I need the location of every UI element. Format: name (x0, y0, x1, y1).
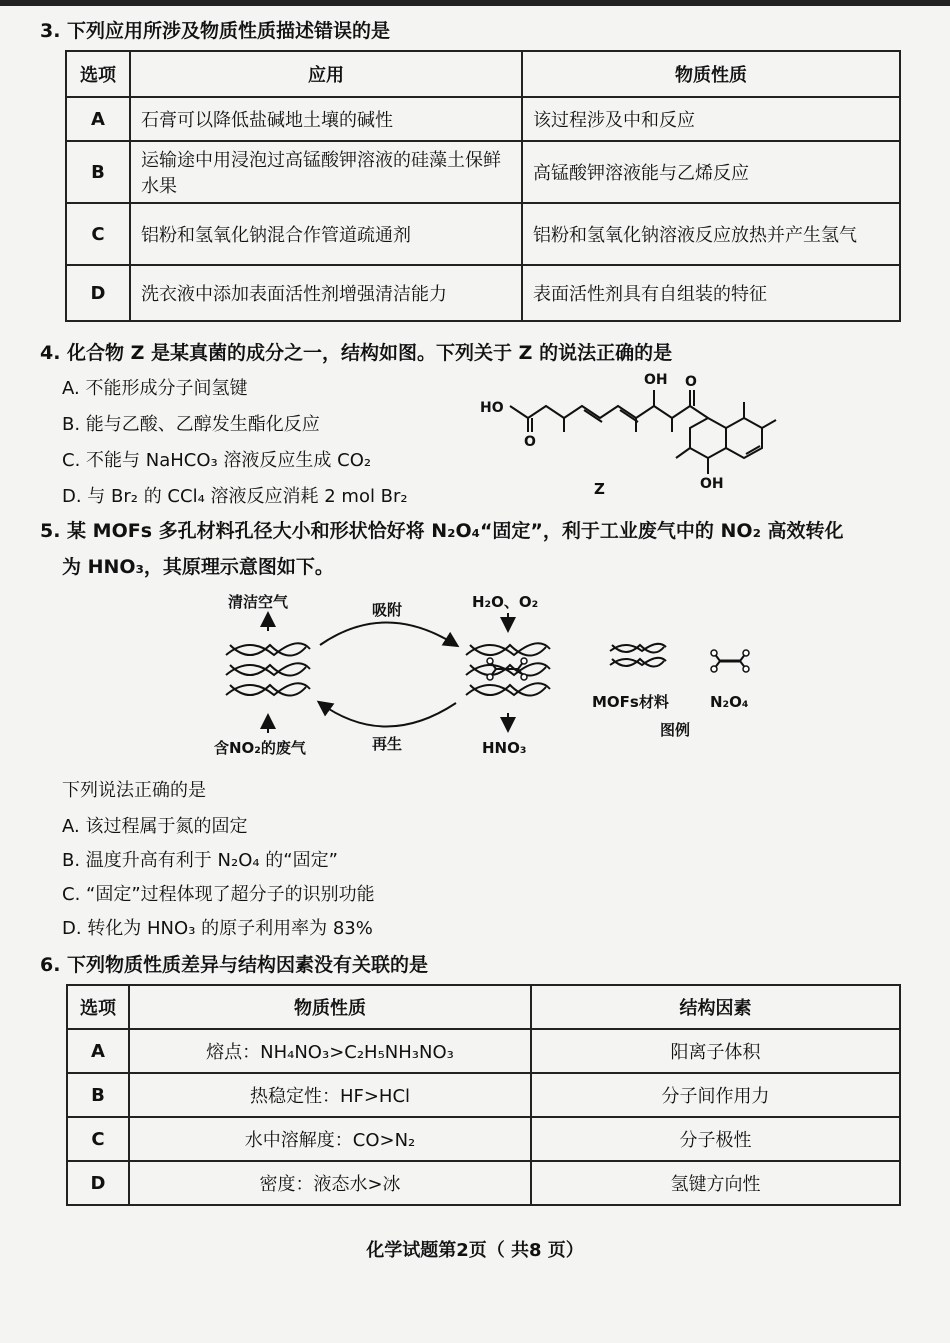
q3-header-option: 选项 (66, 51, 130, 97)
q6-row-c-factor: 分子极性 (531, 1117, 900, 1161)
q6-table (66, 984, 901, 1206)
q3-row-b-app: 运输途中用浸泡过高锰酸钾溶液的硅藻土保鲜水果 (130, 141, 522, 203)
table-row (67, 1117, 900, 1161)
q6-row-a-option: A (67, 1029, 129, 1073)
table-row (66, 265, 900, 321)
q4-option-a: A. 不能形成分子间氢键 (62, 378, 248, 399)
q5-option-b: B. 温度升高有利于 N₂O₄ 的“固定” (62, 850, 338, 871)
q6-header-option: 选项 (67, 985, 129, 1029)
q3-row-d-app: 洗衣液中添加表面活性剂增强清洁能力 (130, 265, 522, 321)
q5-option-d: D. 转化为 HNO₃ 的原子利用率为 83% (62, 918, 373, 939)
inputs-label: H₂O、O₂ (472, 593, 539, 611)
top-border (0, 0, 950, 6)
q6-header-property: 物质性质 (129, 985, 531, 1029)
compound-label: Z (594, 480, 605, 498)
svg-text:O: O (524, 434, 536, 450)
q6-row-d-option: D (67, 1161, 129, 1205)
table-row (66, 141, 900, 203)
waste-gas-label: 含NO₂的废气 (214, 739, 306, 757)
q3-row-c-app: 铝粉和氢氧化钠混合作管道疏通剂 (130, 203, 522, 265)
q3-row-d-prop: 表面活性剂具有自组装的特征 (522, 265, 900, 321)
mof-left-mesh (226, 643, 310, 695)
q5-title-line2: 为 HNO₃，其原理示意图如下。 (62, 556, 334, 578)
q6-title: 6. 下列物质性质差异与结构因素没有关联的是 (40, 954, 429, 976)
table-row (67, 1161, 900, 1205)
q3-row-b-prop: 高锰酸钾溶液能与乙烯反应 (522, 141, 900, 203)
q6-row-d-prop: 密度：液态水>冰 (129, 1161, 531, 1205)
q3-header-application: 应用 (130, 51, 522, 97)
q5-option-c: C. “固定”过程体现了超分子的识别功能 (62, 884, 375, 905)
svg-text:O: O (685, 374, 697, 390)
q3-table (65, 50, 901, 322)
q3-header-row (66, 51, 900, 97)
q5-prompt: 下列说法正确的是 (62, 780, 206, 801)
q6-row-d-factor: 氢键方向性 (531, 1161, 900, 1205)
compound-z-structure (480, 368, 780, 508)
mof-diagram-graphics (200, 585, 760, 765)
q6-row-c-prop: 水中溶解度：CO>N₂ (129, 1117, 531, 1161)
q6-row-a-prop: 熔点：NH₄NO₃>C₂H₅NH₃NO₃ (129, 1029, 531, 1073)
regen-label: 再生 (372, 735, 403, 753)
page-footer: 化学试题第2页（ 共8 页） (366, 1240, 584, 1261)
q4-option-c: C. 不能与 NaHCO₃ 溶液反应生成 CO₂ (62, 450, 372, 471)
legend-title: 图例 (660, 721, 691, 739)
q6-header-factor: 结构因素 (531, 985, 900, 1029)
q6-row-b-prop: 热稳定性：HF>HCl (129, 1073, 531, 1117)
q3-row-a-app: 石膏可以降低盐碱地土壤的碱性 (130, 97, 522, 141)
oh-top-label: OH (644, 372, 668, 388)
q3-title: 3. 下列应用所涉及物质性质描述错误的是 (40, 20, 391, 42)
q3-row-b-option: B (66, 141, 130, 203)
mof-diagram (200, 585, 760, 765)
q4-title: 4. 化合物 Z 是某真菌的成分之一，结构如图。下列关于 Z 的说法正确的是 (40, 342, 673, 364)
table-row (67, 1073, 900, 1117)
q6-row-b-option: B (67, 1073, 129, 1117)
clean-air-label: 清洁空气 (228, 593, 289, 611)
q5-title-line1: 5. 某 MOFs 多孔材料孔径大小和形状恰好将 N₂O₄“固定”，利于工业废气中的 NO₂ 高效转化 (40, 520, 844, 542)
q3-row-c-option: C (66, 203, 130, 265)
q6-row-b-factor: 分子间作用力 (531, 1073, 900, 1117)
table-row (67, 1029, 900, 1073)
q4-option-b: B. 能与乙酸、乙醇发生酯化反应 (62, 414, 320, 435)
q5-option-a: A. 该过程属于氮的固定 (62, 816, 248, 837)
q3-row-a-prop: 该过程涉及中和反应 (522, 97, 900, 141)
q3-row-c-prop: 铝粉和氢氧化钠溶液反应放热并产生氢气 (522, 203, 900, 265)
ho-label: HO (480, 400, 504, 416)
q4-option-d: D. 与 Br₂ 的 CCl₄ 溶液反应消耗 2 mol Br₂ (62, 486, 408, 507)
legend-mof-label: MOFs材料 (592, 693, 669, 711)
q6-header-row (67, 985, 900, 1029)
product-label: HNO₃ (482, 739, 527, 757)
table-row (66, 97, 900, 141)
q6-row-c-option: C (67, 1117, 129, 1161)
table-row (66, 203, 900, 265)
adsorb-label: 吸附 (372, 601, 403, 619)
q3-row-a-option: A (66, 97, 130, 141)
legend-n2o4-label: N₂O₄ (710, 693, 749, 711)
q6-row-a-factor: 阳离子体积 (531, 1029, 900, 1073)
q3-row-d-option: D (66, 265, 130, 321)
oh-bottom-label: OH (700, 476, 724, 492)
q3-header-property: 物质性质 (522, 51, 900, 97)
